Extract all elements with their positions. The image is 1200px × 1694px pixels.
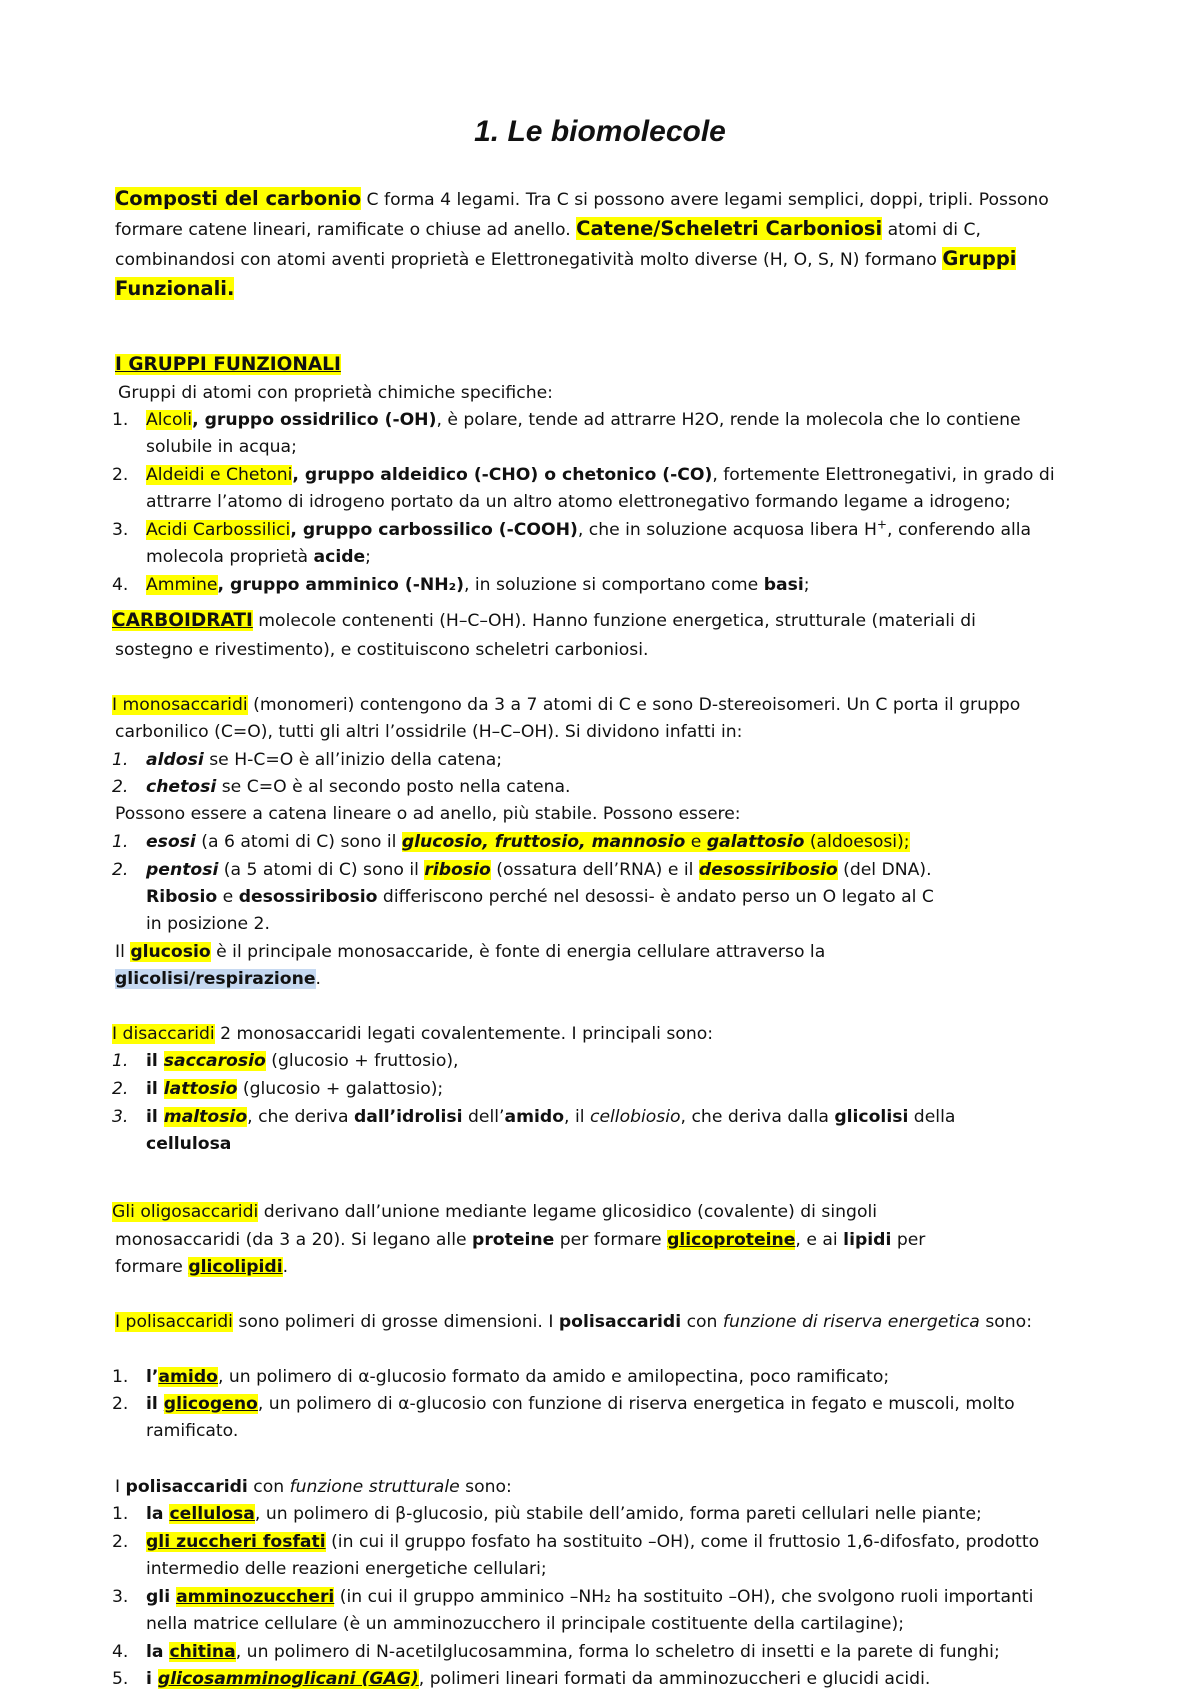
di-text: , che deriva bbox=[247, 1107, 354, 1127]
term-catene-scheletri: Catene/Scheletri Carboniosi bbox=[576, 217, 883, 240]
intro-line-1 bbox=[115, 186, 1049, 212]
mono-text: e bbox=[217, 887, 239, 907]
group-desc: , fortemente Elettronegativi, in grado di bbox=[712, 465, 1055, 485]
list-item-cont: nella matrice cellulare (è un amminozucchero il principale costituente della cartilagine); bbox=[146, 1614, 905, 1634]
mono-text: (ossatura dell’RNA) e il bbox=[490, 860, 699, 880]
di-text: della bbox=[908, 1107, 956, 1127]
mono-text: differiscono perché nel desossi- è andato perso un O legato al C bbox=[377, 887, 934, 907]
group-name: Acidi Carbossilici bbox=[146, 520, 291, 540]
di-line-1 bbox=[112, 1021, 713, 1047]
poli-text: la bbox=[146, 1504, 170, 1524]
list-number: 1. bbox=[112, 1504, 129, 1524]
list-number: 3. bbox=[112, 520, 129, 540]
group-type: , gruppo ossidrilico (-OH) bbox=[192, 410, 437, 430]
superscript: + bbox=[876, 517, 888, 532]
term-lipidi: lipidi bbox=[843, 1230, 892, 1250]
list-item bbox=[146, 1364, 889, 1390]
oligo-text: . bbox=[282, 1257, 289, 1277]
glucosio-line-2 bbox=[115, 966, 321, 992]
term-cellulosa: cellulosa bbox=[169, 1504, 255, 1524]
intro-line-2 bbox=[115, 216, 981, 242]
term-glicoproteine: glicoproteine bbox=[667, 1230, 796, 1250]
mono-text: se C=O è al secondo posto nella catena. bbox=[216, 777, 571, 797]
term-maltosio: maltosio bbox=[163, 1107, 248, 1127]
term-monosaccaridi: I monosaccaridi bbox=[112, 695, 248, 715]
list-item-cont: in posizione 2. bbox=[146, 914, 270, 934]
oligo-text: monosaccaridi (da 3 a 20). Si legano alle bbox=[115, 1230, 473, 1250]
carboidrati-line-1 bbox=[112, 608, 976, 634]
oligo-line-1 bbox=[112, 1199, 877, 1225]
list-number: 5. bbox=[112, 1669, 129, 1689]
term-ribosio-bold: Ribosio bbox=[146, 887, 218, 907]
list-number: 4. bbox=[112, 1642, 129, 1662]
group-desc: ; bbox=[803, 575, 810, 595]
intro-text: atomi di C, bbox=[882, 220, 982, 240]
list-number: 2. bbox=[112, 1079, 129, 1099]
term-glucosio: glucosio bbox=[130, 942, 211, 962]
oligo-line-2 bbox=[115, 1227, 925, 1253]
poli-text: sono: bbox=[979, 1312, 1032, 1332]
list-item bbox=[146, 1391, 1015, 1417]
list-item bbox=[146, 1104, 955, 1130]
term-riserva-energetica: funzione di riserva energetica bbox=[722, 1312, 980, 1332]
group-type: , gruppo aldeidico (-CHO) o chetonico (-CO) bbox=[292, 465, 713, 485]
poli-strutturali-lead bbox=[115, 1474, 512, 1500]
mono-line-2: carbonilico (C=O), tutti gli altri l’ossidrile (H–C–OH). Si dividono infatti in: bbox=[115, 722, 743, 742]
list-item bbox=[146, 407, 1021, 433]
di-text: (glucosio + fruttosio), bbox=[265, 1051, 459, 1071]
list-number: 1. bbox=[112, 1367, 129, 1387]
term-glicogeno: glicogeno bbox=[163, 1394, 258, 1414]
mono-text: se H-C=O è all’inizio della catena; bbox=[203, 750, 503, 770]
term-zuccheri-fosfati: gli zuccheri fosfati bbox=[146, 1532, 326, 1552]
group-name: Aldeidi e Chetoni bbox=[146, 465, 293, 485]
mono-text: (aldoesosi); bbox=[804, 832, 910, 852]
list-item-cont: attrarre l’atomo di idrogeno portato da un altro atomo elettronegativo formando legame a idrogeno; bbox=[146, 492, 1011, 512]
list-item bbox=[146, 747, 502, 773]
mono-line-3: Possono essere a catena lineare o ad anello, più stabile. Possono essere: bbox=[115, 804, 741, 824]
list-number: 2. bbox=[112, 1394, 129, 1414]
poli-text: il bbox=[146, 1394, 164, 1414]
poli-text: (in cui il gruppo fosfato ha sostituito –OH), come il fruttosio 1,6-difosfato, prodotto bbox=[325, 1532, 1040, 1552]
term-pentosi: pentosi bbox=[146, 860, 219, 880]
group-type: , gruppo amminico (-NH₂) bbox=[217, 575, 464, 595]
poli-text: (in cui il gruppo amminico –NH₂ ha sostituito –OH), che svolgono ruoli importanti bbox=[334, 1587, 1034, 1607]
list-item bbox=[146, 829, 910, 855]
list-item bbox=[146, 1076, 443, 1102]
di-text: (glucosio + galattosio); bbox=[237, 1079, 444, 1099]
carboidrati-text: molecole contenenti (H–C–OH). Hanno funzione energetica, strutturale (materiali di bbox=[252, 611, 976, 631]
di-text: , che deriva dalla bbox=[680, 1107, 835, 1127]
intro-line-4 bbox=[115, 276, 234, 302]
list-item-cont: intermedio delle reazioni energetiche cellulari; bbox=[146, 1559, 547, 1579]
list-item bbox=[146, 1529, 1039, 1555]
term-esosi-list: glucosio, fruttosio, mannosio bbox=[401, 832, 686, 852]
mono-text: (del DNA). bbox=[837, 860, 932, 880]
list-item bbox=[146, 774, 570, 800]
term-polisaccaridi-bold: polisaccaridi bbox=[558, 1312, 682, 1332]
poli-text: la bbox=[146, 1642, 170, 1662]
list-number: 3. bbox=[112, 1587, 129, 1607]
group-desc-bold: acide bbox=[313, 547, 366, 567]
list-item bbox=[146, 517, 1031, 543]
list-number: 2. bbox=[112, 1532, 129, 1552]
list-number: 1. bbox=[112, 410, 129, 430]
list-number: 3. bbox=[112, 1107, 129, 1127]
poli-text: con bbox=[247, 1477, 290, 1497]
poli-text: , polimeri lineari formati da amminozuccheri e glucidi acidi. bbox=[418, 1669, 931, 1689]
term-glicolipidi: glicolipidi bbox=[188, 1257, 283, 1277]
term-polisaccaridi-bold: polisaccaridi bbox=[125, 1477, 248, 1497]
list-item-cont: cellulosa bbox=[146, 1134, 232, 1154]
poli-text: con bbox=[681, 1312, 723, 1332]
group-desc: , è polare, tende ad attrarre H2O, rende la molecola che lo contiene bbox=[436, 410, 1021, 430]
poli-text: , un polimero di α-glucosio formato da amido e amilopectina, poco ramificato; bbox=[217, 1367, 890, 1387]
group-desc: molecola proprietà bbox=[146, 547, 314, 567]
list-number: 4. bbox=[112, 575, 129, 595]
list-item bbox=[146, 1501, 982, 1527]
mono-text: (a 6 atomi di C) sono il bbox=[195, 832, 402, 852]
intro-text: formare catene lineari, ramificate o chiuse ad anello. bbox=[115, 220, 577, 240]
term-ribosio: ribosio bbox=[424, 860, 491, 880]
poli-text: sono polimeri di grosse dimensioni. I bbox=[232, 1312, 559, 1332]
di-text: il bbox=[146, 1051, 164, 1071]
glucosio-line-1 bbox=[115, 939, 825, 965]
term-proteine: proteine bbox=[472, 1230, 555, 1250]
mono-text: (a 5 atomi di C) sono il bbox=[218, 860, 425, 880]
list-number: 1. bbox=[112, 750, 129, 770]
term-amido: amido bbox=[504, 1107, 565, 1127]
poli-text: , un polimero di N-acetilglucosammina, forma lo scheletro di insetti e la parete di funghi; bbox=[235, 1642, 1000, 1662]
list-number: 2. bbox=[112, 465, 129, 485]
term-disaccaridi: I disaccaridi bbox=[112, 1024, 215, 1044]
list-number: 2. bbox=[112, 860, 129, 880]
term-glicolisi-respirazione: glicolisi/respirazione bbox=[115, 969, 316, 989]
oligo-text: , e ai bbox=[795, 1230, 844, 1250]
group-desc: , conferendo alla bbox=[887, 520, 1032, 540]
page-title: 1. Le biomolecole bbox=[474, 115, 726, 148]
oligo-line-3 bbox=[115, 1254, 288, 1280]
list-item bbox=[146, 1666, 930, 1692]
di-text: 2 monosaccaridi legati covalentemente. I principali sono: bbox=[214, 1024, 714, 1044]
poli-line-1 bbox=[115, 1309, 1032, 1335]
di-text: , il bbox=[564, 1107, 590, 1127]
group-name: Ammine bbox=[146, 575, 218, 595]
list-number: 1. bbox=[112, 832, 129, 852]
term-composti-carbonio: Composti del carbonio bbox=[115, 187, 362, 210]
carboidrati-line-2: sostegno e rivestimento), e costituiscono scheletri carboniosi. bbox=[115, 640, 649, 660]
term-chetosi: chetosi bbox=[146, 777, 217, 797]
mono-text: e bbox=[685, 832, 707, 852]
list-item-cont bbox=[146, 884, 934, 910]
list-item bbox=[146, 1048, 459, 1074]
group-desc-bold: basi bbox=[763, 575, 804, 595]
group-name: Alcoli bbox=[146, 410, 193, 430]
oligo-text: formare bbox=[115, 1257, 189, 1277]
list-number: 1. bbox=[112, 1051, 129, 1071]
di-text: il bbox=[146, 1079, 164, 1099]
poli-text: l’ bbox=[146, 1367, 159, 1387]
term-desossiribosio-bold: desossiribosio bbox=[238, 887, 378, 907]
term-gruppi: Gruppi bbox=[942, 247, 1017, 270]
term-funzione-strutturale: funzione strutturale bbox=[289, 1477, 460, 1497]
gruppi-lead: Gruppi di atomi con proprietà chimiche specifiche: bbox=[118, 383, 553, 403]
gruppi-heading: I GRUPPI FUNZIONALI bbox=[115, 354, 341, 375]
term-gag: glicosamminoglicani (GAG) bbox=[157, 1669, 419, 1689]
list-item-cont: solubile in acqua; bbox=[146, 437, 297, 457]
intro-text: C forma 4 legami. Tra C si possono avere legami semplici, doppi, tripli. Possono bbox=[361, 190, 1049, 210]
mono-line-1 bbox=[112, 692, 1020, 718]
intro-text: combinandosi con atomi aventi proprietà e Elettronegatività molto diverse (H, O, S, N) formano bbox=[115, 250, 943, 270]
term-aldosi: aldosi bbox=[146, 750, 204, 770]
term-desossiribosio: desossiribosio bbox=[698, 860, 838, 880]
poli-text: sono: bbox=[459, 1477, 512, 1497]
term-esosi: esosi bbox=[146, 832, 196, 852]
group-desc: , che in soluzione acquosa libera H bbox=[577, 520, 877, 540]
di-text: dell’ bbox=[462, 1107, 505, 1127]
intro-line-3 bbox=[115, 246, 1016, 272]
poli-text: i bbox=[146, 1669, 158, 1689]
oligo-text: per bbox=[891, 1230, 926, 1250]
term-funzionali: Funzionali. bbox=[115, 277, 235, 300]
term-oligosaccaridi: Gli oligosaccaridi bbox=[112, 1202, 259, 1222]
term-glicolisi: glicolisi bbox=[834, 1107, 909, 1127]
poli-text: , un polimero di β-glucosio, più stabile dell’amido, forma pareti cellulari nelle piante; bbox=[254, 1504, 982, 1524]
term-polisaccaridi: I polisaccaridi bbox=[115, 1312, 233, 1332]
oligo-text: derivano dall’unione mediante legame glicosidico (covalente) di singoli bbox=[258, 1202, 878, 1222]
mono-text: (monomeri) contengono da 3 a 7 atomi di C e sono D-stereoisomeri. Un C porta il gruppo bbox=[247, 695, 1021, 715]
section-heading-gruppi bbox=[115, 352, 341, 378]
term-saccarosio: saccarosio bbox=[163, 1051, 266, 1071]
list-item bbox=[146, 572, 810, 598]
list-item bbox=[146, 1639, 1000, 1665]
mono-text: Il bbox=[115, 942, 131, 962]
term-chitina: chitina bbox=[169, 1642, 236, 1662]
list-item bbox=[146, 857, 932, 883]
carboidrati-heading: CARBOIDRATI bbox=[112, 610, 253, 631]
term-amminozuccheri: amminozuccheri bbox=[176, 1587, 335, 1607]
oligo-text: per formare bbox=[554, 1230, 668, 1250]
list-item-cont: ramificato. bbox=[146, 1421, 239, 1441]
list-item bbox=[146, 462, 1055, 488]
poli-text: I bbox=[115, 1477, 126, 1497]
group-type: , gruppo carbossilico (-COOH) bbox=[290, 520, 578, 540]
term-galattosio: galattosio bbox=[706, 832, 805, 852]
list-number: 2. bbox=[112, 777, 129, 797]
term-amido-hl: amido bbox=[158, 1367, 218, 1387]
mono-text: . bbox=[315, 969, 321, 989]
poli-text: gli bbox=[146, 1587, 177, 1607]
list-item bbox=[146, 1584, 1033, 1610]
term-lattosio: lattosio bbox=[163, 1079, 238, 1099]
term-idrolisi: dall’idrolisi bbox=[353, 1107, 463, 1127]
group-desc: ; bbox=[365, 547, 371, 567]
term-cellobiosio: cellobiosio bbox=[590, 1107, 681, 1127]
mono-text: è il principale monosaccaride, è fonte di energia cellulare attraverso la bbox=[210, 942, 826, 962]
list-item-cont bbox=[146, 544, 371, 570]
group-desc: , in soluzione si comportano come bbox=[463, 575, 764, 595]
di-text: il bbox=[146, 1107, 164, 1127]
poli-text: , un polimero di α-glucosio con funzione di riserva energetica in fegato e muscoli, molto bbox=[257, 1394, 1015, 1414]
